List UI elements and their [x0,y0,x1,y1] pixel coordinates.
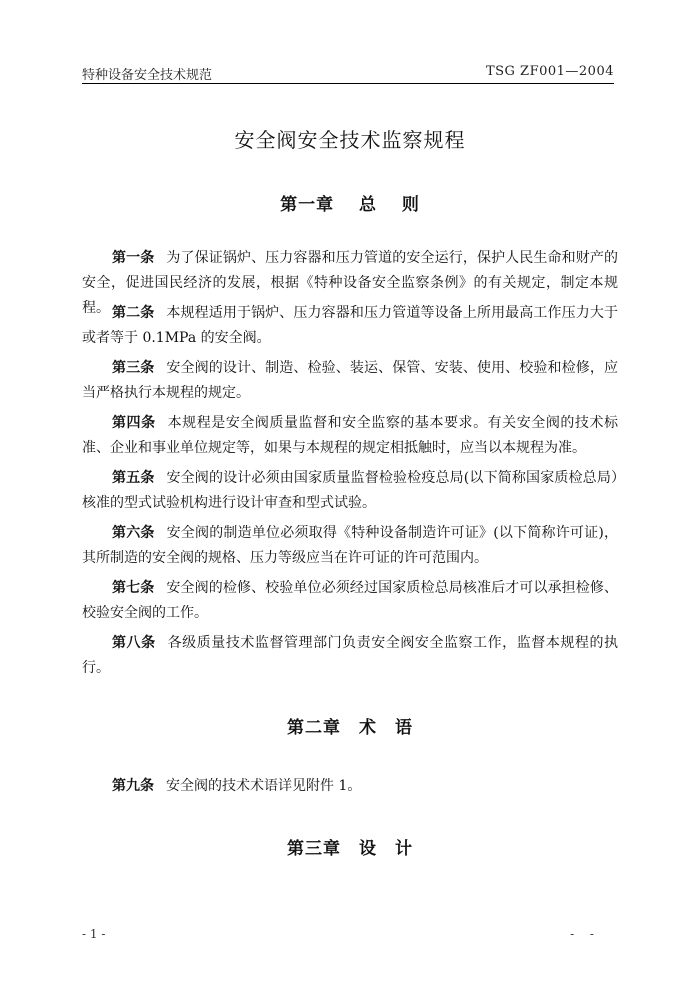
article-text: 各级质量技术监督管理部门负责安全阀安全监察工作，监督本规程的执行。 [82,635,619,676]
article-label: 第六条 [112,525,155,541]
chapter-heading: 第三章 设 计 [287,839,413,859]
article-text: 本规程是安全阀质量监督和安全监察的基本要求。有关安全阀的技术标准、企业和事业单位规定等，如果与本规程的规定相抵触时，应当以本规程为准。 [82,415,619,456]
article [82,466,618,516]
page-header [82,58,614,82]
header-rule [82,83,614,84]
article-label: 第八条 [112,635,156,651]
article [82,411,618,461]
article [82,774,618,799]
article-label: 第四条 [112,415,156,431]
document-title: 安全阀安全技术监察规程 [234,128,466,152]
article-label: 第一条 [112,250,155,266]
article [82,576,618,626]
article-text: 为了保证锅炉、压力容器和压力管道的安全运行，保护人民生命和财产的安全，促进国民经济的发展，根据《特种设备安全监察条例》的有关规定，制定本规程。 [82,250,619,316]
footer-mark: - - [570,927,600,941]
chapter-heading: 第一章 总 则 [280,195,420,215]
article-text: 安全阀的设计必须由国家质量监督检验检疫总局(以下简称国家质检总局）核准的型式试验机构进行设计审查和型式试验。 [82,470,619,511]
article-text: 安全阀的设计、制造、检验、装运、保管、安装、使用、校验和检修，应当严格执行本规程的规定。 [82,360,619,401]
article-label: 第七条 [112,580,155,596]
article-text: 安全阀的技术术语详见附件 1。 [166,778,362,794]
article-label: 第九条 [112,778,154,794]
article-text: 本规程适用于锅炉、压力容器和压力管道等设备上所用最高工作压力大于或者等于 0.1MPa 的安全阀。 [82,305,619,346]
chapter-heading: 第二章 术 语 [287,718,413,738]
page-number: - 1 - [82,927,106,941]
article-label: 第五条 [112,470,155,486]
article-text: 安全阀的制造单位必须取得《特种设备制造许可证》(以下简称许可证)，其所制造的安全阀的规格、压力等级应当在许可证的许可范围内。 [82,525,618,566]
header-standard-code: TSG ZF001—2004 [485,64,614,79]
article [82,356,618,406]
article-label: 第二条 [112,305,155,321]
article-text: 安全阀的检修、校验单位必须经过国家质检总局核准后才可以承担检修、校验安全阀的工作。 [82,580,619,621]
article-label: 第三条 [112,360,155,376]
article [82,631,618,681]
header-spec-name: 特种设备安全技术规范 [82,68,213,83]
article [82,301,618,351]
article [82,521,618,571]
